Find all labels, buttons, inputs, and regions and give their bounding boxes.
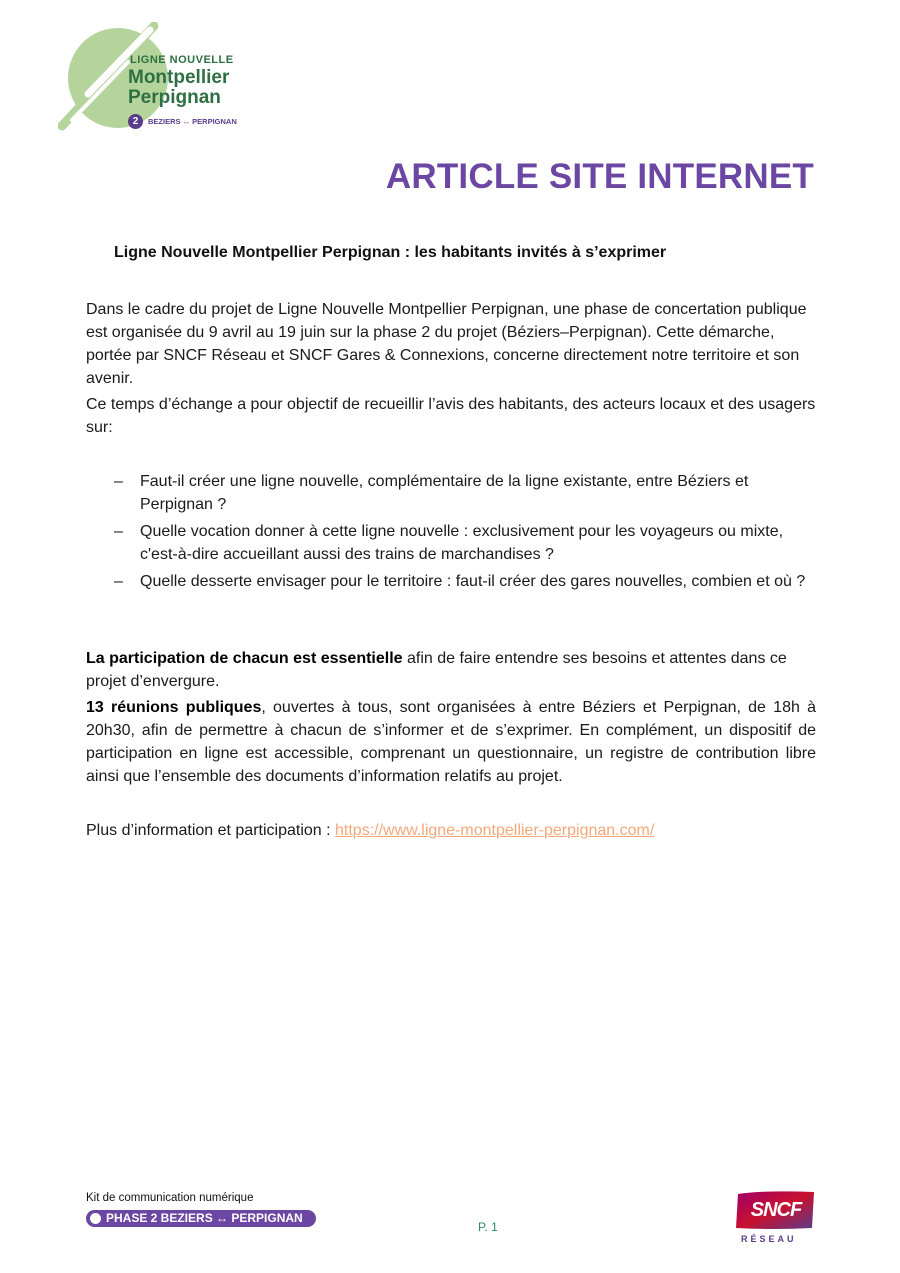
article-heading: Ligne Nouvelle Montpellier Perpignan : les habitants invités à s’exprimer	[114, 244, 667, 261]
sncf-reseau-label: RÉSEAU	[741, 1234, 797, 1244]
list-item-text: Quelle desserte envisager pour le territoire : faut-il créer des gares nouvelles, combien et où ?	[140, 573, 806, 590]
list-item	[114, 470, 814, 516]
list-item-text: Faut-il créer une ligne nouvelle, complémentaire de la ligne existante, entre Béziers et Perpignan ?	[140, 473, 749, 513]
questions-list	[114, 470, 814, 597]
list-item-text: Quelle vocation donner à cette ligne nouvelle : exclusivement pour les voyageurs ou mixte, c'est-à-dire accueillant aussi des trains de marchandises ?	[140, 523, 784, 563]
paragraph-meetings	[86, 696, 816, 788]
kit-label: Kit de communication numérique	[86, 1192, 254, 1204]
project-website-link[interactable]: https://www.ligne-montpellier-perpignan.com/	[335, 822, 655, 839]
logo-line2: Montpellier	[128, 67, 230, 88]
paragraph-objective-text: Ce temps d’échange a pour objectif de recueillir l’avis des habitants, des acteurs locaux et des usagers sur:	[86, 396, 816, 436]
sncf-brand: SNCF	[750, 1199, 802, 1221]
logo-line1: LIGNE NOUVELLE	[130, 54, 234, 66]
paragraph-intro-text: Dans le cadre du projet de Ligne Nouvelle Montpellier Perpignan, une phase de concertation publique est organisée du 9 avril au 19 juin sur la phase 2 du projet (Béziers–Perpignan). Cette démarche, portée par SNCF Réseau et SNCF Gares & Connexions, concerne directement notre territoire et son avenir.	[86, 301, 807, 387]
sncf-logo	[736, 1190, 816, 1230]
list-item	[114, 570, 814, 593]
participation-emphasis: La participation de chacun est essentielle	[86, 650, 403, 667]
meetings-text: , ouvertes à tous, sont organisées à entre Béziers et Perpignan, de 18h à 20h30, afin de permettre à chacun de s’informer et de s’exprimer. En complément, un dispositif de participation en ligne est accessible, comprenant un questionnaire, un registre de contribution libre ainsi que l’ensemble des documents d’information relatifs au projet.	[86, 699, 816, 785]
info-label: Plus d’information et participation :	[86, 822, 336, 839]
phase-pill-text: PHASE 2 BEZIERS ↔ PERPIGNAN	[106, 1211, 303, 1225]
paragraph-objective	[86, 393, 816, 439]
bullet-dash: –	[114, 523, 123, 540]
page-title: ARTICLE SITE INTERNET	[385, 157, 814, 196]
paragraph-info	[86, 819, 816, 842]
bullet-dash: –	[114, 473, 123, 490]
bullet-dash: –	[114, 573, 123, 590]
page-number: P. 1	[478, 1220, 498, 1234]
list-item	[114, 520, 814, 566]
logo-route: BEZIERS ↔ PERPIGNAN	[148, 117, 237, 126]
paragraph-participation	[86, 647, 816, 693]
logo-line3: Perpignan	[128, 87, 221, 108]
project-logo	[58, 22, 258, 134]
phase-number-badge: 2	[128, 114, 143, 129]
circle-icon	[90, 1213, 101, 1224]
paragraph-intro	[86, 298, 816, 390]
meetings-emphasis: 13 réunions publiques	[86, 699, 262, 716]
participation-text: afin de faire entendre ses besoins et attentes dans ce projet d’envergure.	[86, 650, 787, 690]
phase-pill	[86, 1210, 316, 1227]
